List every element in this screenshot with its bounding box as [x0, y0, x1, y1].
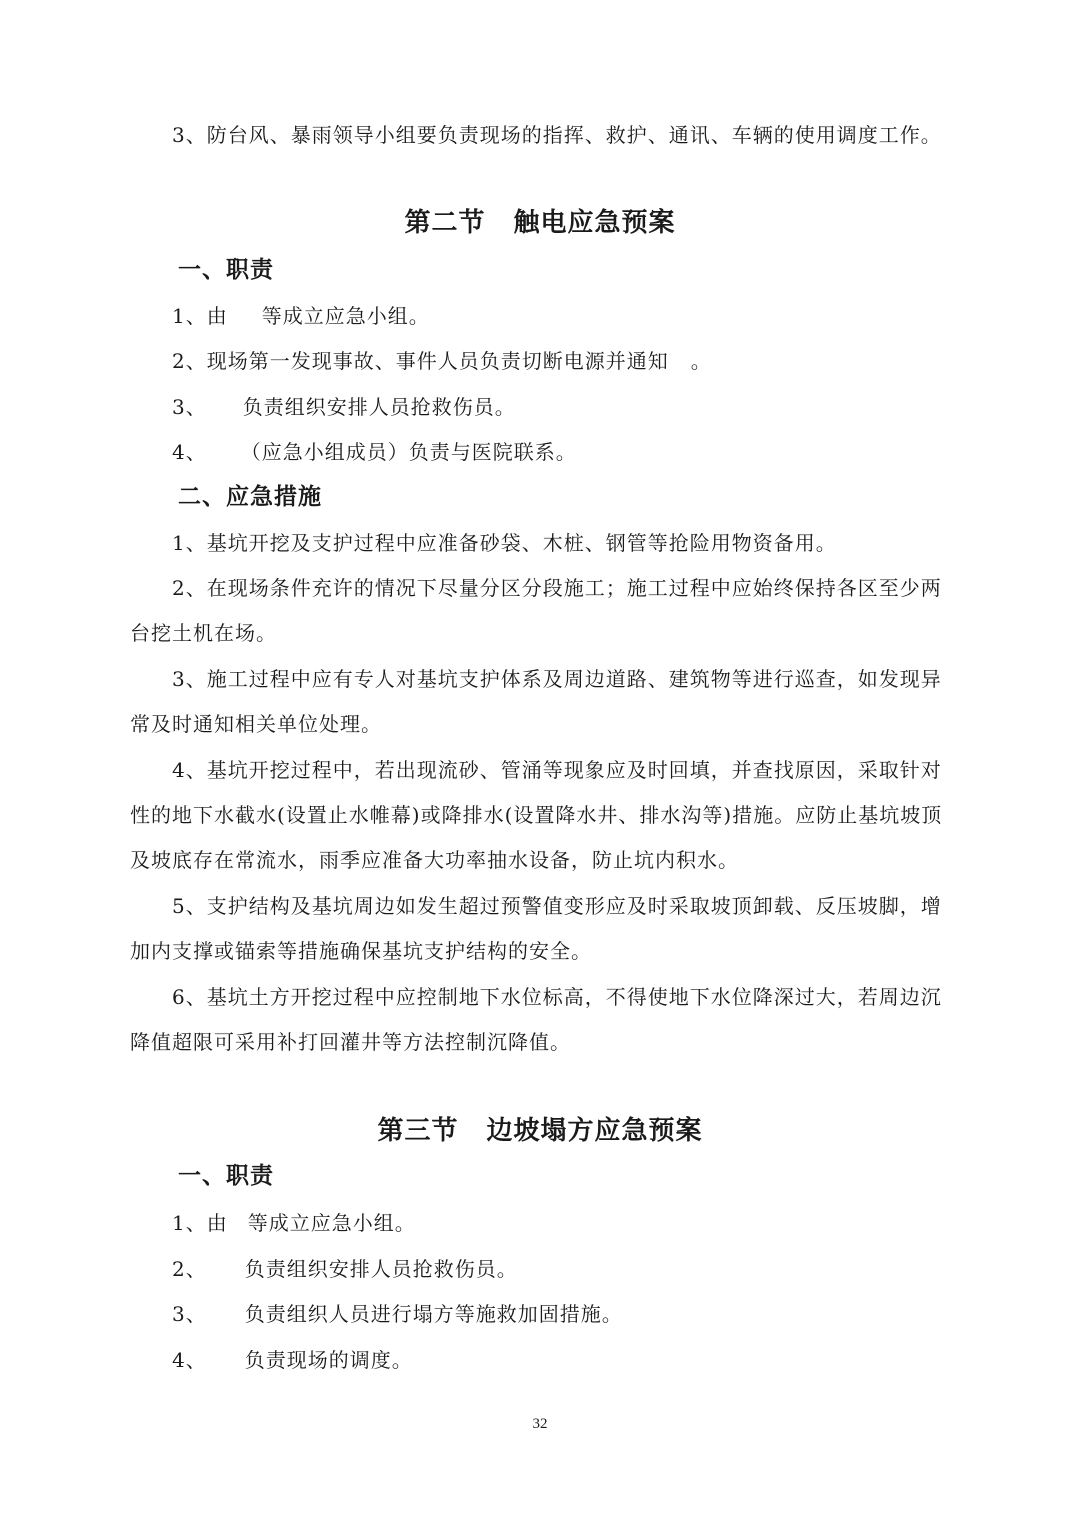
- section-3-duty-3: [0, 1300, 1080, 1328]
- measure-1: 1、基坑开挖及支护过程中应准备砂袋、木桩、钢管等抢险用物资备用。: [172, 531, 837, 555]
- section-3-duty-4: [0, 1346, 1080, 1374]
- duty-number: 1、由: [172, 1211, 228, 1235]
- section-2-duty-2: [0, 347, 1080, 375]
- section-2-number: 第二节: [404, 208, 486, 238]
- duty-number: 3、: [172, 395, 207, 419]
- section-3-duties-heading: 一、职责: [178, 1163, 274, 1189]
- duty-text: 现场第一发现事故、事件人员负责切断电源并通知: [206, 349, 669, 373]
- page-number: 32: [532, 1416, 548, 1432]
- duty-text: 负责现场的调度。: [244, 1348, 413, 1372]
- duty-number: 2、: [172, 349, 207, 373]
- section-3-duty-1: [0, 1209, 1080, 1237]
- duty-text: 负责组织安排人员抢救伤员。: [244, 1257, 518, 1281]
- section-3-number: 第三节: [377, 1116, 459, 1146]
- duty-tail: 。: [690, 349, 712, 373]
- measure-5: 5、支护结构及基坑周边如发生超过预警值变形应及时采取坡顶卸载、反压坡脚，增: [172, 894, 942, 918]
- section-title-2: [0, 206, 1080, 240]
- duty-number: 2、: [172, 1257, 207, 1281]
- duty-number: 4、: [172, 1348, 207, 1372]
- measure-6: 6、基坑土方开挖过程中应控制地下水位标高，不得使地下水位降深过大，若周边沉: [172, 985, 942, 1009]
- duty-text: 等成立应急小组。: [261, 304, 430, 328]
- section-2-measures-heading: 二、应急措施: [178, 484, 322, 510]
- section-title-3: [0, 1114, 1080, 1148]
- section-2-name: 触电应急预案: [513, 208, 676, 238]
- duty-number: 3、: [172, 1302, 207, 1326]
- measure-3-continued: 常及时通知相关单位处理。: [130, 712, 382, 736]
- measure-2-continued: 台挖土机在场。: [130, 621, 277, 645]
- measure-3: 3、施工过程中应有专人对基坑支护体系及周边道路、建筑物等进行巡查，如发现异: [172, 667, 942, 691]
- section-3-name: 边坡塌方应急预案: [486, 1116, 703, 1146]
- measure-4-continued-2: 及坡底存在常流水，雨季应准备大功率抽水设备，防止坑内积水。: [130, 848, 739, 872]
- section-2-duty-4: [0, 438, 1080, 466]
- section-2-duty-1: [0, 302, 1080, 330]
- duty-number: 4、: [172, 440, 207, 464]
- measure-2: 2、在现场条件充许的情况下尽量分区分段施工；施工过程中应始终保持各区至少两: [172, 576, 942, 600]
- measure-4: 4、基坑开挖过程中，若出现流砂、管涌等现象应及时回填，并查找原因，采取针对: [172, 758, 942, 782]
- section-2-duties-heading: 一、职责: [178, 257, 274, 283]
- section-3-duty-2: [0, 1255, 1080, 1283]
- measure-5-continued: 加内支撑或锚索等措施确保基坑支护结构的安全。: [130, 939, 592, 963]
- duty-text: （应急小组成员）负责与医院联系。: [240, 440, 577, 464]
- duty-text: 负责组织安排人员抢救伤员。: [242, 395, 516, 419]
- section-2-duty-3: [0, 393, 1080, 421]
- duty-text: 等成立应急小组。: [247, 1211, 416, 1235]
- duty-number: 1、由: [172, 304, 228, 328]
- measure-4-continued-1: 性的地下水截水(设置止水帷幕)或降排水(设置降水井、排水沟等)措施。应防止基坑坡顶: [130, 803, 943, 827]
- duty-text: 负责组织人员进行塌方等施救加固措施。: [244, 1302, 623, 1326]
- paragraph-top-item: 3、防台风、暴雨领导小组要负责现场的指挥、救护、通讯、车辆的使用调度工作。: [172, 123, 942, 147]
- measure-6-continued: 降值超限可采用补打回灌井等方法控制沉降值。: [130, 1030, 571, 1054]
